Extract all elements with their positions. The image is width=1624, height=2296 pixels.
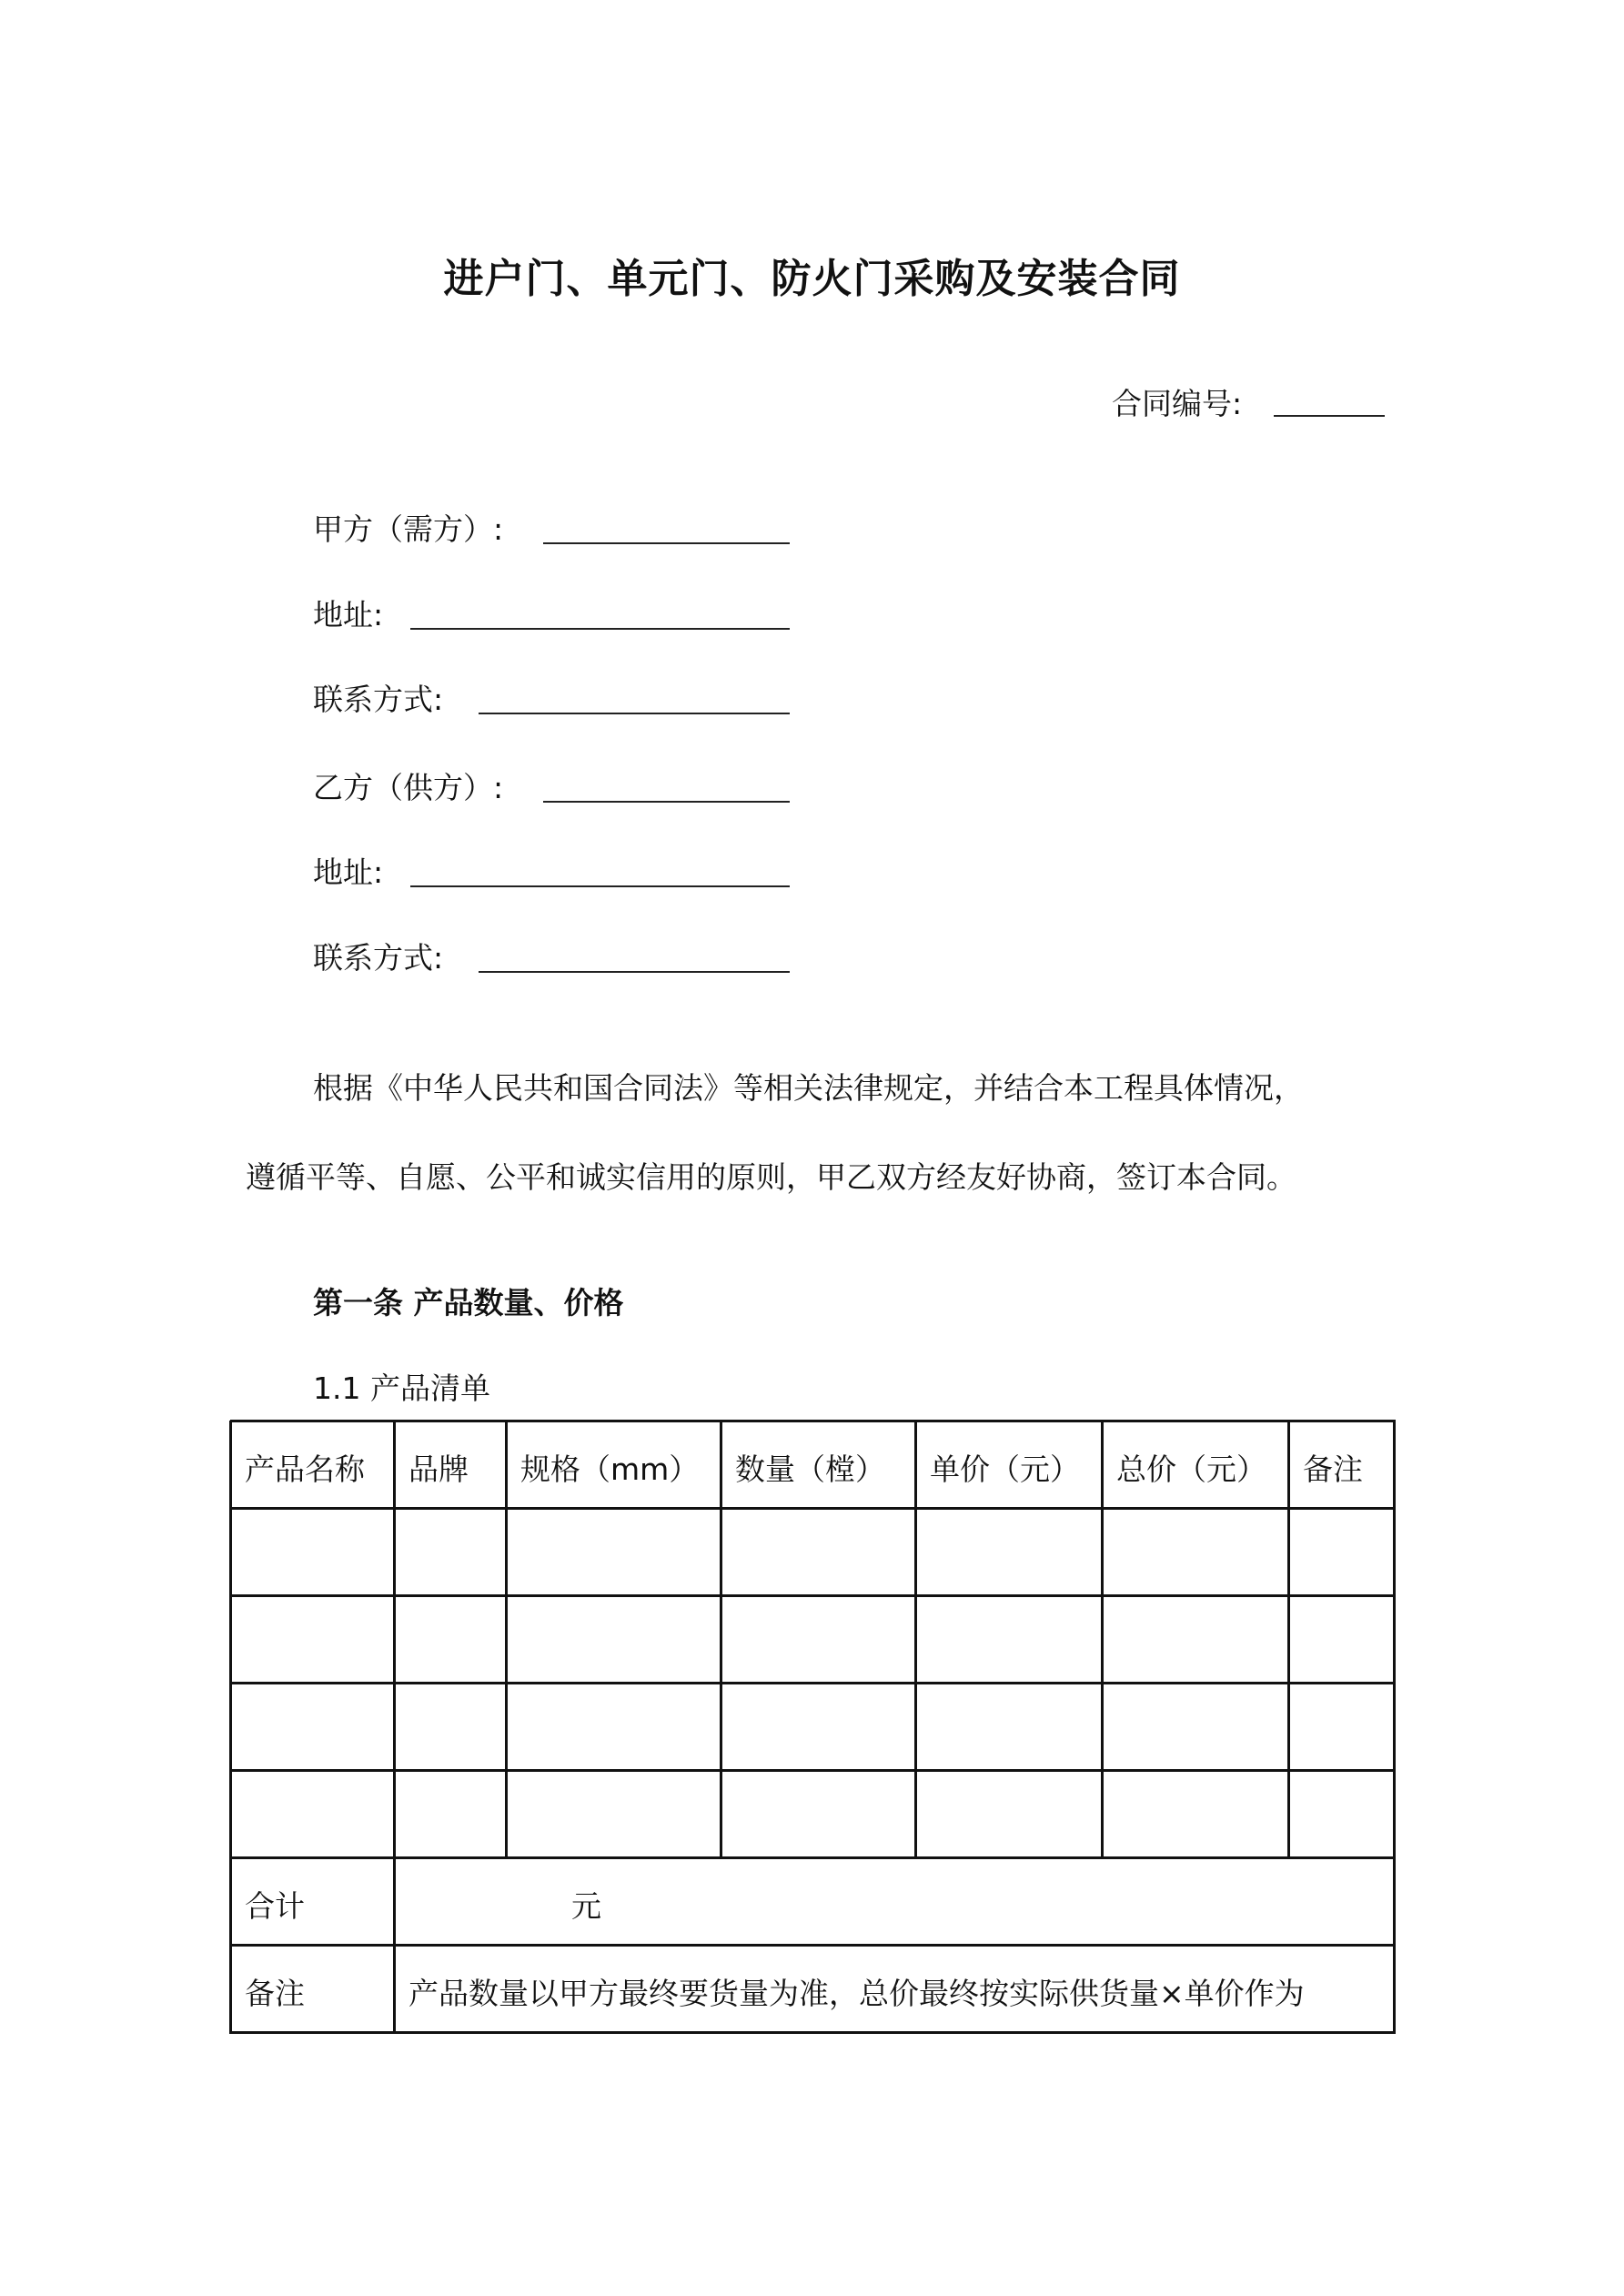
table-cell[interactable] [722,1684,913,1768]
party-b-contact-label: 联系方式: [313,940,444,976]
party-a-address-field[interactable] [410,628,790,630]
remark-text: 产品数量以甲方最终要货量为准，总价最终按实际供货量×单价作为 [409,1976,1305,2011]
table-row-border [230,2031,1396,2034]
contract-number-label: 合同编号: [1112,386,1243,421]
table-cell[interactable] [1290,1597,1392,1681]
table-cell[interactable] [917,1772,1100,1856]
table-cell[interactable] [232,1684,392,1768]
party-a-contact-label: 联系方式: [313,682,444,717]
table-cell[interactable] [508,1684,719,1768]
party-b-address-field[interactable] [410,885,790,887]
party-a-name-label: 甲方（需方）: [313,511,504,547]
table-cell[interactable] [396,1510,504,1593]
table-cell[interactable] [508,1772,719,1856]
contract-number-field[interactable] [1274,415,1385,417]
table-header-cell: 品牌 [409,1451,469,1487]
table-cell[interactable] [722,1772,913,1856]
table-header-cell: 备注 [1303,1451,1363,1487]
table-border-right [1393,1421,1396,2034]
table-cell[interactable] [396,1597,504,1681]
table-cell[interactable] [1104,1684,1286,1768]
table-cell[interactable] [722,1510,913,1593]
total-label: 合计 [245,1888,305,1924]
product-list-subheading: 1.1 产品清单 [313,1371,490,1406]
remark-label: 备注 [245,1976,305,2011]
table-row-border [230,1420,1396,1422]
total-value-cell[interactable] [396,1859,1392,1943]
table-header-cell: 数量（樘） [735,1451,885,1487]
party-a-contact-field[interactable] [479,713,790,714]
table-cell[interactable] [917,1510,1100,1593]
article-1-heading: 第一条 产品数量、价格 [313,1285,624,1320]
table-row-border [230,1944,1396,1947]
table-header-cell: 总价（元） [1116,1451,1266,1487]
table-cell[interactable] [232,1510,392,1593]
party-a-address-label: 地址: [313,597,384,632]
table-cell[interactable] [1104,1597,1286,1681]
table-cell[interactable] [917,1684,1100,1768]
table-cell[interactable] [1290,1772,1392,1856]
table-header-cell: 规格（mm） [520,1451,700,1487]
table-cell[interactable] [232,1597,392,1681]
table-header-cell: 产品名称 [245,1451,365,1487]
total-currency-unit: 元 [571,1888,601,1924]
preamble-line-1: 根据《中华人民共和国合同法》等相关法律规定，并结合本工程具体情况， [313,1070,1304,1106]
party-b-contact-field[interactable] [479,971,790,973]
table-cell[interactable] [232,1772,392,1856]
table-header-cell: 单价（元） [930,1451,1080,1487]
table-cell[interactable] [1290,1684,1392,1768]
party-b-name-field[interactable] [543,801,790,803]
table-cell[interactable] [722,1597,913,1681]
table-cell[interactable] [1104,1510,1286,1593]
table-cell[interactable] [508,1510,719,1593]
table-cell[interactable] [1104,1772,1286,1856]
preamble-line-2: 遵循平等、自愿、公平和诚实信用的原则，甲乙双方经友好协商，签订本合同。 [246,1159,1296,1195]
party-a-name-field[interactable] [543,542,790,544]
document-title: 进户门、单元门、防火门采购及安装合同 [443,256,1181,302]
table-cell[interactable] [508,1597,719,1681]
party-b-name-label: 乙方（供方）: [313,770,504,805]
table-cell[interactable] [1290,1510,1392,1593]
table-cell[interactable] [396,1684,504,1768]
table-cell[interactable] [917,1597,1100,1681]
party-b-address-label: 地址: [313,855,384,890]
table-cell[interactable] [396,1772,504,1856]
